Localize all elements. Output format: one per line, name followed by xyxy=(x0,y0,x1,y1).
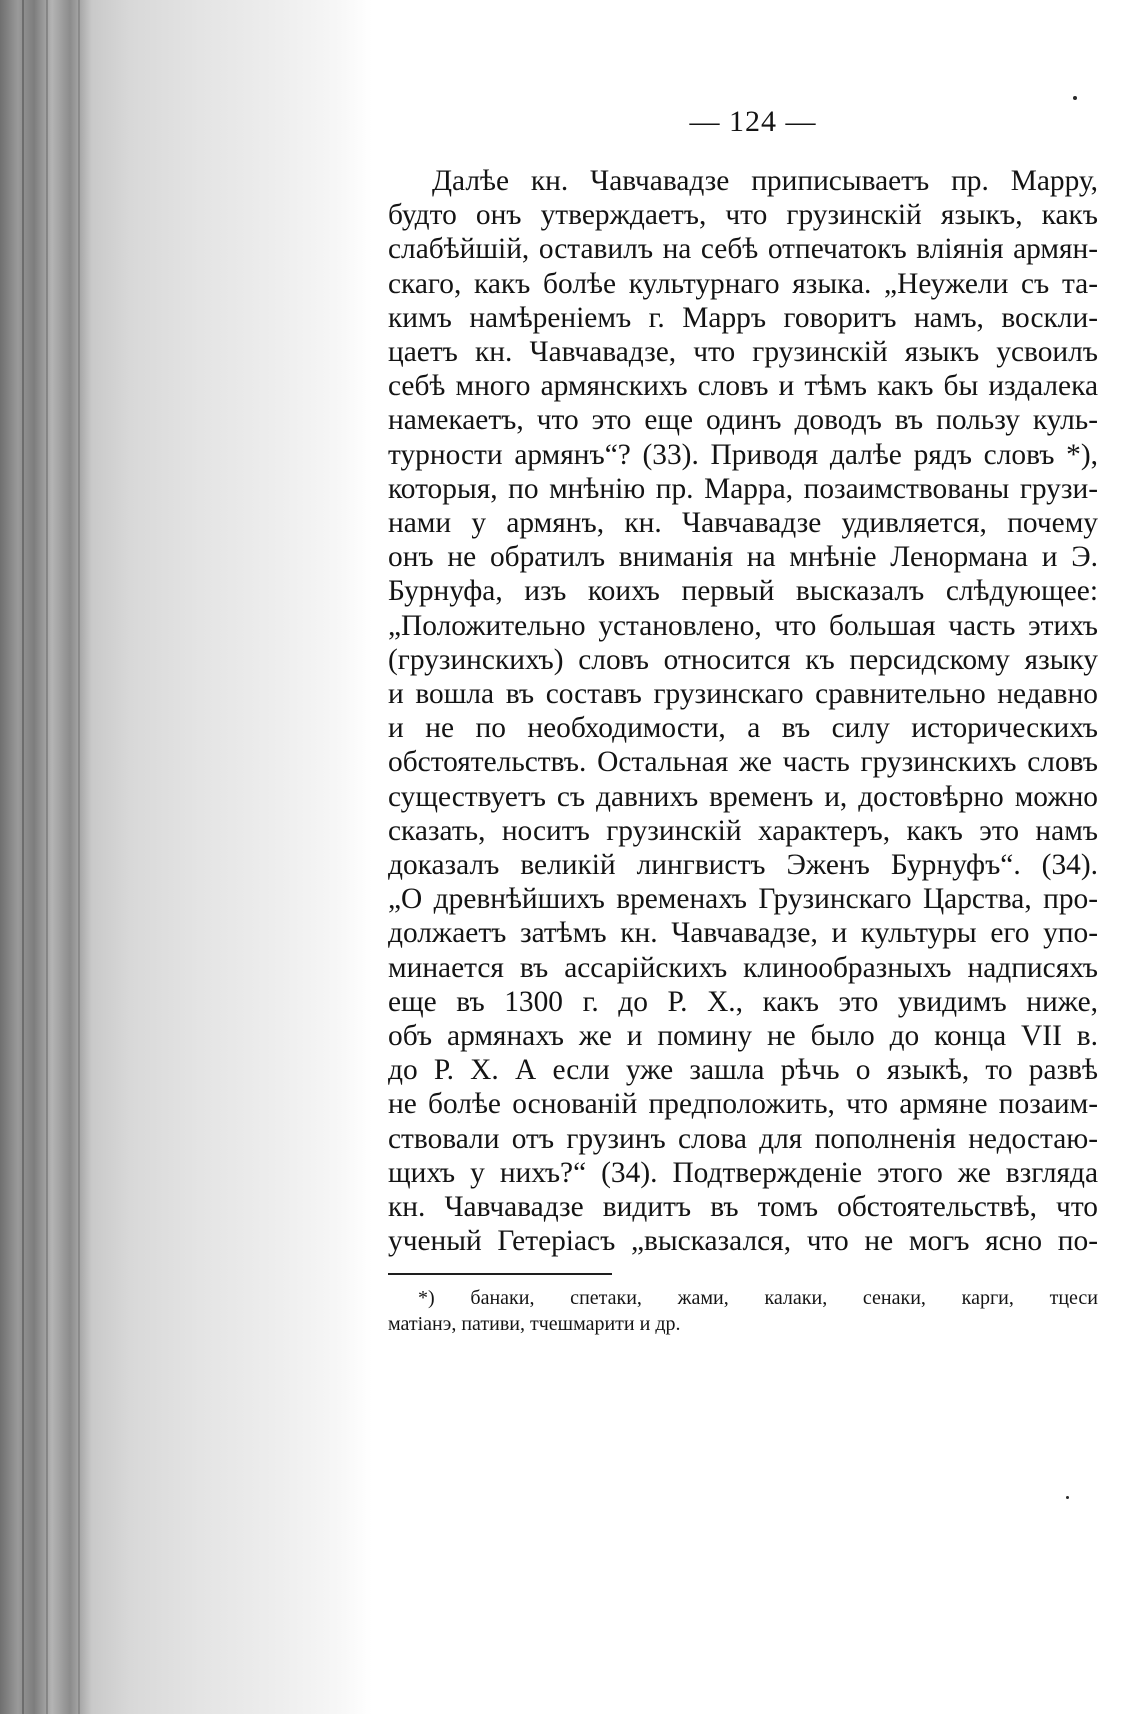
text-line: минается въ ассарійскихъ клинообразныхъ надписяхъ xyxy=(388,951,1098,984)
text-line: (грузинскихъ) словъ относится къ персидскому языку xyxy=(388,643,1098,676)
text-line: существуетъ съ давнихъ временъ и, достовѣрно можно xyxy=(388,780,1098,813)
text-line: щихъ у нихъ?“ (34). Подтвержденіе этого же взгляда xyxy=(388,1156,1098,1189)
gutter-shadow-line xyxy=(46,0,48,1714)
text-line: кимъ намѣреніемъ г. Марръ говоритъ намъ, воскли- xyxy=(388,301,1098,334)
text-line: до Р. Х. А если уже зашла рѣчь о языкѣ, то развѣ xyxy=(388,1054,1098,1087)
text-line: слабѣйшій, оставилъ на себѣ отпечатокъ вліянія армян- xyxy=(388,233,1098,266)
text-line: ученый Гетеріасъ „высказался, что не могъ ясно по- xyxy=(388,1225,1098,1258)
text-line: „О древнѣйшихъ временахъ Грузинскаго Царства, про- xyxy=(388,883,1098,916)
text-line: должаетъ затѣмъ кн. Чавчавадзе, и культуры его упо- xyxy=(388,917,1098,950)
text-line: кн. Чавчавадзе видитъ въ томъ обстоятельствѣ, что xyxy=(388,1191,1098,1224)
text-line: „Положительно установлено, что большая часть этихъ xyxy=(388,609,1098,642)
gutter-shadow-line xyxy=(78,0,80,1714)
text-line: и вошла въ составъ грузинскаго сравнительно недавно xyxy=(388,678,1098,711)
text-line: намекаетъ, что это еще одинъ доводъ въ пользу куль- xyxy=(388,404,1098,437)
page-number: — 124 — xyxy=(689,105,817,138)
text-line: турности армянъ“? (33). Приводя далѣе рядъ словъ *), xyxy=(388,438,1098,471)
gutter-shadow-line xyxy=(22,0,24,1714)
book-binding-gutter xyxy=(0,0,372,1714)
text-line: не болѣе основаній предположить, что армяне позаим- xyxy=(388,1088,1098,1121)
scan-speck xyxy=(1066,1496,1069,1499)
footnote xyxy=(388,1285,1098,1337)
text-line: онъ не обратилъ вниманія на мнѣніе Ленормана и Э. xyxy=(388,541,1098,574)
book-page xyxy=(388,100,1098,1337)
text-line: еще въ 1300 г. до Р. Х., какъ это увидимъ ниже, xyxy=(388,985,1098,1018)
text-line: себѣ много армянскихъ словъ и тѣмъ какъ бы издалека xyxy=(388,370,1098,403)
main-text xyxy=(388,164,1098,1259)
footnote-divider xyxy=(388,1273,612,1275)
text-line: Далѣе кн. Чавчавадзе приписываетъ пр. Марру, xyxy=(432,165,1098,197)
text-line: Бурнуфа, изъ коихъ первый высказалъ слѣдующее: xyxy=(388,575,1098,608)
text-line: доказалъ великій лингвистъ Эженъ Бурнуфъ“. (34). xyxy=(388,849,1098,882)
footnote-line: *) банаки, спетаки, жами, калаки, сенаки, карги, тцеси xyxy=(418,1286,1098,1309)
text-line: цаетъ кн. Чавчавадзе, что грузинскій языкъ усвоилъ xyxy=(388,336,1098,369)
footnote-line: матіанэ, пативи, тчешмарити и др. xyxy=(388,1312,681,1335)
text-line: объ армянахъ же и помину не было до конца VII в. xyxy=(388,1020,1098,1053)
text-line: будто онъ утверждаетъ, что грузинскій языкъ, какъ xyxy=(388,199,1098,232)
text-line: ствовали отъ грузинъ слова для пополненія недостаю- xyxy=(388,1122,1098,1155)
text-line: которыя, по мнѣнію пр. Марра, позаимствованы грузи- xyxy=(388,472,1098,505)
text-line: и не по необходимости, а въ силу историческихъ xyxy=(388,712,1098,745)
text-line: нами у армянъ, кн. Чавчавадзе удивляется, почему xyxy=(388,507,1098,540)
text-line: сказать, носитъ грузинскій характеръ, какъ это намъ xyxy=(388,814,1098,847)
text-line: скаго, какъ болѣе культурнаго языка. „Неужели съ та- xyxy=(388,267,1098,300)
text-line: обстоятельствъ. Остальная же часть грузинскихъ словъ xyxy=(388,746,1098,779)
